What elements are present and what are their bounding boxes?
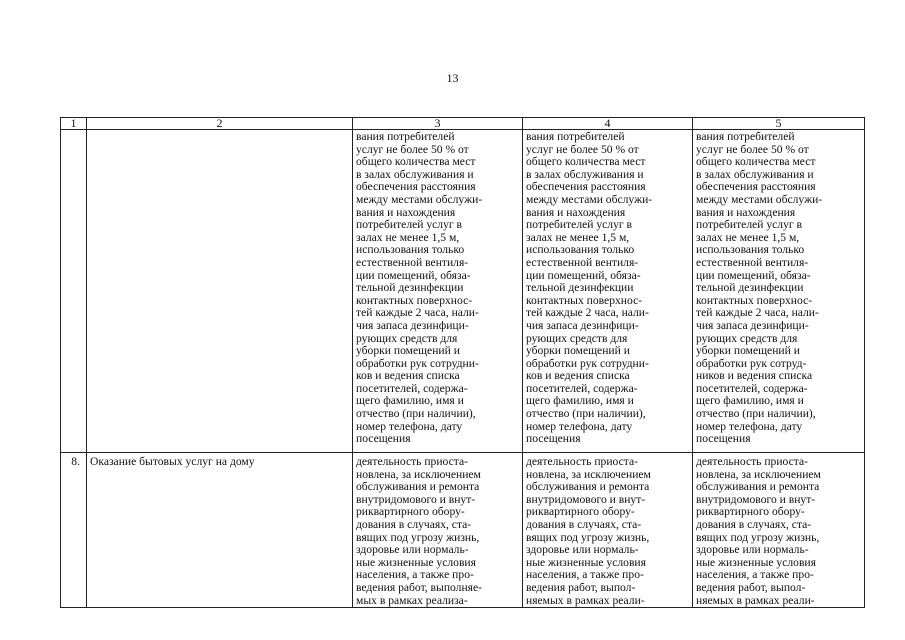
restriction-cell-col3 [353,130,523,453]
restriction-cell-col5 [693,130,865,453]
service-name [87,130,352,131]
restriction-cell-col4 [523,453,693,608]
table-header-row [61,118,865,130]
service-name-cell [87,453,353,608]
restriction-text-col5: деятельность приоста- новлена, за исключением обслуживания и ремонта внутридомового и внут- риквартирного обору- дования в случаях, ста- вящих под угрозу жизнь, здоровье или нормаль- ные жизненные условия населения, а также про- ведения работ, выпол- няемых в рамках реали- [696,455,821,607]
header-cell-col3: 3 [353,118,523,130]
row-number-cell [61,130,87,453]
restriction-text-col3: деятельность приоста- новлена, за исключением обслуживания и ремонта внутридомового и внут- риквартирного обору- дования в случаях, ста- вящих под угрозу жизнь, здоровье или нормаль- ные жизненные условия населения, а также про- ведения работ, выполняе- мых в рамках реализа- [356,455,483,607]
restriction-cell-col4 [523,130,693,453]
restriction-text-col4: деятельность приоста- новлена, за исключением обслуживания и ремонта внутридомового и внут- риквартирного обору- дования в случаях, ста- вящих под угрозу жизнь, здоровье или нормаль- ные жизненные условия населения, а также про- ведения работ, выпол- няемых в рамках реали- [526,455,651,607]
restriction-cell-col5 [693,453,865,608]
restriction-text-col3: вания потребителей услуг не более 50 % от общего количества мест в залах обслуживания и обеспечения расстояния между местами обслужи- вания и нахождения потребителей услуг в залах не менее 1,5 м, использования только естественной вентиля- ции помещений, обяза- тельной дезинфекции контактных поверхнос- тей каждые 2 часа, нали- чия запаса дезинфици- рующих средств для уборки помещений и обработки рук сотрудни- ков и ведения списка посетителей, содержа- щего фамилию, имя и отчество (при наличии), номер телефона, дату посещения [356,130,483,446]
header-cell-col1: 1 [61,118,87,130]
service-name: Оказание бытовых услуг на дому [90,455,255,468]
row-number: 8. [71,455,80,468]
row-number-cell [61,453,87,608]
service-name-cell [87,130,353,453]
header-cell-col4: 4 [523,118,693,130]
header-cell-col5: 5 [693,118,865,130]
restriction-text-col4: вания потребителей услуг не более 50 % от общего количества мест в залах обслуживания и обеспечения расстояния между местами обслужи- вания и нахождения потребителей услуг в залах не менее 1,5 м, использования только естественной вентиля- ции помещений, обяза- тельной дезинфекции контактных поверхнос- тей каждые 2 часа, нали- чия запаса дезинфици- рующих средств для уборки помещений и обработки рук сотрудни- ков и ведения списка посетителей, содержа- щего фамилию, имя и отчество (при наличии), номер телефона, дату посещения [526,130,653,446]
row-number [61,130,86,131]
regulation-table [60,117,865,608]
header-cell-col2: 2 [87,118,353,130]
table-row [61,130,865,453]
restriction-cell-col3 [353,453,523,608]
table-row [61,453,865,608]
page-number: 13 [446,71,459,85]
restriction-text-col5: вания потребителей услуг не более 50 % от общего количества мест в залах обслуживания и обеспечения расстояния между местами обслужи- вания и нахождения потребителей услуг в залах не менее 1,5 м, использования только естественной вентиля- ции помещений, обяза- тельной дезинфекции контактных поверхнос- тей каждые 2 часа, нали- чия запаса дезинфици- рующих средств для уборки помещений и обработки рук сотруд- ников и ведения списка посетителей, содержа- щего фамилию, имя и отчество (при наличии), номер телефона, дату посещения [696,130,823,446]
